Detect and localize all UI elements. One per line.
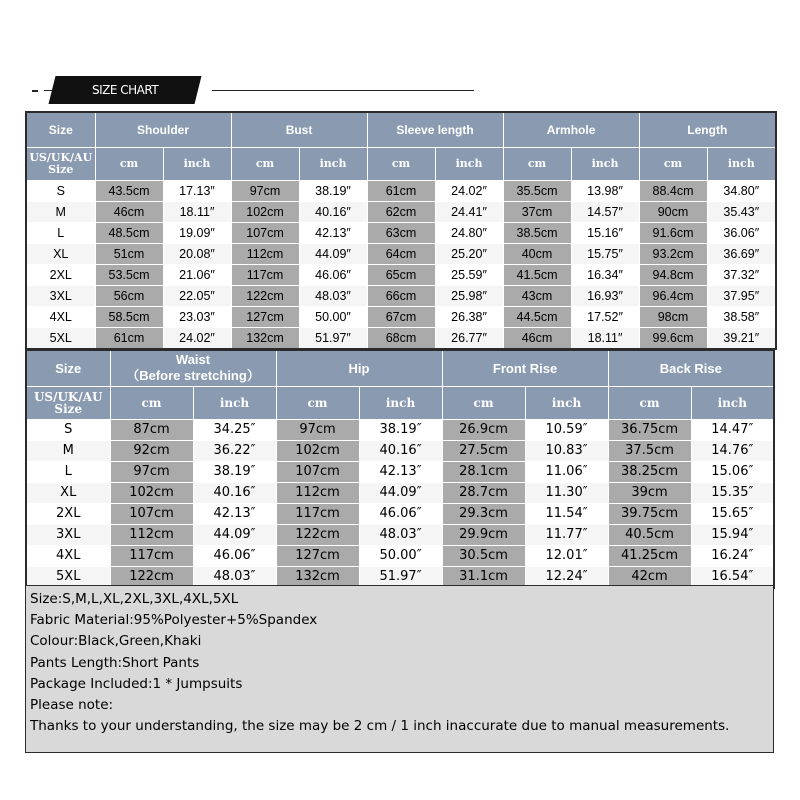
cm-value-cell: 43cm <box>503 285 571 306</box>
table-row <box>26 419 774 440</box>
inch-value-cell: 12.24″ <box>525 566 608 588</box>
cm-value-cell: 102cm <box>276 440 359 461</box>
table-row <box>26 264 776 285</box>
inch-value-cell: 51.97″ <box>299 327 367 349</box>
inch-value-cell: 25.59″ <box>435 264 503 285</box>
inch-value-cell: 11.77″ <box>525 524 608 545</box>
inch-value-cell: 15.06″ <box>691 461 774 482</box>
inch-value-cell: 51.97″ <box>359 566 442 588</box>
size-cell: L <box>26 222 95 243</box>
size-header: Size <box>26 350 110 386</box>
cm-value-cell: 38.5cm <box>503 222 571 243</box>
size-cell: 5XL <box>26 566 110 588</box>
inch-value-cell: 42.13″ <box>299 222 367 243</box>
inch-value-cell: 37.95″ <box>707 285 776 306</box>
inch-value-cell: 11.06″ <box>525 461 608 482</box>
cm-value-cell: 44.5cm <box>503 306 571 327</box>
cm-value-cell: 46cm <box>503 327 571 349</box>
cm-value-cell: 37.5cm <box>608 440 691 461</box>
cm-value-cell: 93.2cm <box>639 243 707 264</box>
inch-value-cell: 44.09″ <box>299 243 367 264</box>
cm-value-cell: 132cm <box>231 327 299 349</box>
length-header: Length <box>639 112 776 147</box>
inch-value-cell: 17.13″ <box>163 180 231 201</box>
unit-cm: cm <box>367 147 435 180</box>
table-row <box>26 482 774 503</box>
hip-header: Hip <box>276 350 442 386</box>
inch-value-cell: 24.02″ <box>435 180 503 201</box>
inch-value-cell: 26.77″ <box>435 327 503 349</box>
cm-value-cell: 62cm <box>367 201 435 222</box>
banner-title: SIZE CHART <box>91 83 159 97</box>
inch-value-cell: 16.34″ <box>571 264 639 285</box>
size-cell: 3XL <box>26 524 110 545</box>
cm-value-cell: 29.3cm <box>442 503 525 524</box>
unit-cm: cm <box>608 386 691 419</box>
cm-value-cell: 42cm <box>608 566 691 588</box>
inch-value-cell: 50.00″ <box>299 306 367 327</box>
cm-value-cell: 117cm <box>276 503 359 524</box>
size-cell: 4XL <box>26 545 110 566</box>
inch-value-cell: 50.00″ <box>359 545 442 566</box>
inch-value-cell: 22.05″ <box>163 285 231 306</box>
waist-header-title: Waist <box>175 352 211 368</box>
cm-value-cell: 127cm <box>276 545 359 566</box>
cm-value-cell: 96.4cm <box>639 285 707 306</box>
inch-value-cell: 24.80″ <box>435 222 503 243</box>
cm-value-cell: 67cm <box>367 306 435 327</box>
inch-value-cell: 11.30″ <box>525 482 608 503</box>
inch-value-cell: 16.54″ <box>691 566 774 588</box>
inch-value-cell: 39.21″ <box>707 327 776 349</box>
cm-value-cell: 41.5cm <box>503 264 571 285</box>
cm-value-cell: 38.25cm <box>608 461 691 482</box>
inch-value-cell: 19.09″ <box>163 222 231 243</box>
table-row <box>26 180 776 201</box>
cm-value-cell: 28.1cm <box>442 461 525 482</box>
cm-value-cell: 91.6cm <box>639 222 707 243</box>
inch-value-cell: 14.57″ <box>571 201 639 222</box>
size-cell: L <box>26 461 110 482</box>
cm-value-cell: 61cm <box>95 327 163 349</box>
inch-value-cell: 15.16″ <box>571 222 639 243</box>
unit-inch: inch <box>571 147 639 180</box>
cm-value-cell: 88.4cm <box>639 180 707 201</box>
cm-value-cell: 98cm <box>639 306 707 327</box>
front-rise-header: Front Rise <box>442 350 608 386</box>
cm-value-cell: 97cm <box>276 419 359 440</box>
info-size-line: Size:S,M,L,XL,2XL,3XL,4XL,5XL <box>30 591 239 607</box>
cm-value-cell: 40.5cm <box>608 524 691 545</box>
cm-value-cell: 87cm <box>110 419 193 440</box>
inch-value-cell: 44.09″ <box>193 524 276 545</box>
inch-value-cell: 15.65″ <box>691 503 774 524</box>
unit-inch: inch <box>163 147 231 180</box>
inch-value-cell: 16.24″ <box>691 545 774 566</box>
inch-value-cell: 24.41″ <box>435 201 503 222</box>
size-cell: S <box>26 180 95 201</box>
inch-value-cell: 48.03″ <box>299 285 367 306</box>
cm-value-cell: 28.7cm <box>442 482 525 503</box>
inch-value-cell: 46.06″ <box>299 264 367 285</box>
inch-value-cell: 24.02″ <box>163 327 231 349</box>
size-cell: XL <box>26 482 110 503</box>
inch-value-cell: 44.09″ <box>359 482 442 503</box>
inch-value-cell: 48.03″ <box>359 524 442 545</box>
cm-value-cell: 61cm <box>367 180 435 201</box>
table-row <box>26 440 774 461</box>
cm-value-cell: 99.6cm <box>639 327 707 349</box>
cm-value-cell: 122cm <box>231 285 299 306</box>
inch-value-cell: 35.43″ <box>707 201 776 222</box>
inch-value-cell: 38.19″ <box>359 419 442 440</box>
info-package-line: Package Included:1 * Jumpsuits <box>30 675 243 692</box>
cm-value-cell: 48.5cm <box>95 222 163 243</box>
size-region-label: US/UK/AU Size <box>26 147 95 180</box>
inch-value-cell: 17.52″ <box>571 306 639 327</box>
cm-value-cell: 97cm <box>231 180 299 201</box>
size-cell: 2XL <box>26 264 95 285</box>
inch-value-cell: 10.83″ <box>525 440 608 461</box>
inch-value-cell: 15.94″ <box>691 524 774 545</box>
cm-value-cell: 122cm <box>276 524 359 545</box>
inch-value-cell: 11.54″ <box>525 503 608 524</box>
cm-value-cell: 39.75cm <box>608 503 691 524</box>
inch-value-cell: 14.47″ <box>691 419 774 440</box>
cm-value-cell: 64cm <box>367 243 435 264</box>
table-row <box>26 503 774 524</box>
table-row <box>26 327 776 349</box>
table-row <box>26 524 774 545</box>
inch-value-cell: 15.35″ <box>691 482 774 503</box>
inch-value-cell: 46.06″ <box>193 545 276 566</box>
inch-value-cell: 36.69″ <box>707 243 776 264</box>
table-row <box>26 243 776 264</box>
shoulder-header: Shoulder <box>95 112 231 147</box>
size-header: Size <box>26 112 95 147</box>
unit-inch: inch <box>691 386 774 419</box>
inch-value-cell: 21.06″ <box>163 264 231 285</box>
cm-value-cell: 90cm <box>639 201 707 222</box>
cm-value-cell: 127cm <box>231 306 299 327</box>
bottom-size-table <box>25 349 775 589</box>
size-cell: 5XL <box>26 327 95 349</box>
table-row <box>26 201 776 222</box>
inch-value-cell: 25.20″ <box>435 243 503 264</box>
cm-value-cell: 132cm <box>276 566 359 588</box>
size-cell: M <box>26 440 110 461</box>
top-size-table <box>25 111 777 350</box>
unit-cm: cm <box>231 147 299 180</box>
size-region-label: US/UK/AU Size <box>26 386 110 419</box>
inch-value-cell: 40.16″ <box>359 440 442 461</box>
cm-value-cell: 65cm <box>367 264 435 285</box>
inch-value-cell: 38.19″ <box>299 180 367 201</box>
table-row <box>26 545 774 566</box>
cm-value-cell: 107cm <box>231 222 299 243</box>
unit-inch: inch <box>299 147 367 180</box>
cm-value-cell: 58.5cm <box>95 306 163 327</box>
cm-value-cell: 41.25cm <box>608 545 691 566</box>
info-fabric-line: Fabric Material:95%Polyester+5%Spandex <box>30 612 318 629</box>
cm-value-cell: 39cm <box>608 482 691 503</box>
cm-value-cell: 68cm <box>367 327 435 349</box>
cm-value-cell: 66cm <box>367 285 435 306</box>
cm-value-cell: 63cm <box>367 222 435 243</box>
unit-cm: cm <box>503 147 571 180</box>
inch-value-cell: 26.38″ <box>435 306 503 327</box>
inch-value-cell: 18.11″ <box>571 327 639 349</box>
cm-value-cell: 26.9cm <box>442 419 525 440</box>
inch-value-cell: 20.08″ <box>163 243 231 264</box>
cm-value-cell: 107cm <box>276 461 359 482</box>
cm-value-cell: 29.9cm <box>442 524 525 545</box>
cm-value-cell: 102cm <box>110 482 193 503</box>
inch-value-cell: 23.03″ <box>163 306 231 327</box>
cm-value-cell: 37cm <box>503 201 571 222</box>
inch-value-cell: 10.59″ <box>525 419 608 440</box>
cm-value-cell: 102cm <box>231 201 299 222</box>
cm-value-cell: 40cm <box>503 243 571 264</box>
inch-value-cell: 36.22″ <box>193 440 276 461</box>
unit-inch: inch <box>525 386 608 419</box>
cm-value-cell: 92cm <box>110 440 193 461</box>
size-chart-banner <box>49 76 202 104</box>
size-cell: XL <box>26 243 95 264</box>
cm-value-cell: 30.5cm <box>442 545 525 566</box>
table-row <box>26 285 776 306</box>
inch-value-cell: 37.32″ <box>707 264 776 285</box>
cm-value-cell: 31.1cm <box>442 566 525 588</box>
back-rise-header: Back Rise <box>608 350 774 386</box>
unit-inch: inch <box>359 386 442 419</box>
inch-value-cell: 15.75″ <box>571 243 639 264</box>
cm-value-cell: 107cm <box>110 503 193 524</box>
inch-value-cell: 38.19″ <box>193 461 276 482</box>
cm-value-cell: 117cm <box>231 264 299 285</box>
cm-value-cell: 46cm <box>95 201 163 222</box>
inch-value-cell: 16.93″ <box>571 285 639 306</box>
size-cell: 4XL <box>26 306 95 327</box>
inch-value-cell: 34.25″ <box>193 419 276 440</box>
cm-value-cell: 122cm <box>110 566 193 588</box>
cm-value-cell: 112cm <box>231 243 299 264</box>
inch-value-cell: 36.06″ <box>707 222 776 243</box>
cm-value-cell: 36.75cm <box>608 419 691 440</box>
info-note-text: Thanks to your understanding, the size may be 2 cm / 1 inch inaccurate due to manual measurements. <box>30 718 730 735</box>
cm-value-cell: 97cm <box>110 461 193 482</box>
inch-value-cell: 12.01″ <box>525 545 608 566</box>
inch-value-cell: 38.58″ <box>707 306 776 327</box>
inch-value-cell: 13.98″ <box>571 180 639 201</box>
size-cell: 2XL <box>26 503 110 524</box>
inch-value-cell: 14.76″ <box>691 440 774 461</box>
unit-cm: cm <box>276 386 359 419</box>
inch-value-cell: 46.06″ <box>359 503 442 524</box>
cm-value-cell: 117cm <box>110 545 193 566</box>
cm-value-cell: 53.5cm <box>95 264 163 285</box>
unit-cm: cm <box>639 147 707 180</box>
unit-cm: cm <box>95 147 163 180</box>
info-note-heading: Please note: <box>30 697 114 714</box>
cm-value-cell: 112cm <box>276 482 359 503</box>
unit-cm: cm <box>110 386 193 419</box>
unit-inch: inch <box>435 147 503 180</box>
bust-header: Bust <box>231 112 367 147</box>
info-pants-length-line: Pants Length:Short Pants <box>30 654 200 671</box>
banner-dash <box>32 90 38 92</box>
armhole-header: Armhole <box>503 112 639 147</box>
inch-value-cell: 18.11″ <box>163 201 231 222</box>
size-cell: S <box>26 419 110 440</box>
cm-value-cell: 27.5cm <box>442 440 525 461</box>
cm-value-cell: 43.5cm <box>95 180 163 201</box>
size-cell: 3XL <box>26 285 95 306</box>
cm-value-cell: 51cm <box>95 243 163 264</box>
sleeve-length-header: Sleeve length <box>367 112 503 147</box>
cm-value-cell: 94.8cm <box>639 264 707 285</box>
inch-value-cell: 34.80″ <box>707 180 776 201</box>
table-row <box>26 306 776 327</box>
waist-header <box>110 350 276 386</box>
inch-value-cell: 48.03″ <box>193 566 276 588</box>
inch-value-cell: 42.13″ <box>193 503 276 524</box>
cm-value-cell: 112cm <box>110 524 193 545</box>
unit-inch: inch <box>193 386 276 419</box>
inch-value-cell: 40.16″ <box>193 482 276 503</box>
cm-value-cell: 56cm <box>95 285 163 306</box>
info-colour-line: Colour:Black,Green,Khaki <box>30 633 202 650</box>
cm-value-cell: 35.5cm <box>503 180 571 201</box>
unit-inch: inch <box>707 147 776 180</box>
inch-value-cell: 40.16″ <box>299 201 367 222</box>
unit-cm: cm <box>442 386 525 419</box>
table-row <box>26 222 776 243</box>
waist-header-note: （Before stretching） <box>126 368 260 384</box>
banner-line-right <box>212 90 474 91</box>
inch-value-cell: 25.98″ <box>435 285 503 306</box>
size-cell: M <box>26 201 95 222</box>
table-row <box>26 461 774 482</box>
product-info-box <box>25 585 774 753</box>
inch-value-cell: 42.13″ <box>359 461 442 482</box>
